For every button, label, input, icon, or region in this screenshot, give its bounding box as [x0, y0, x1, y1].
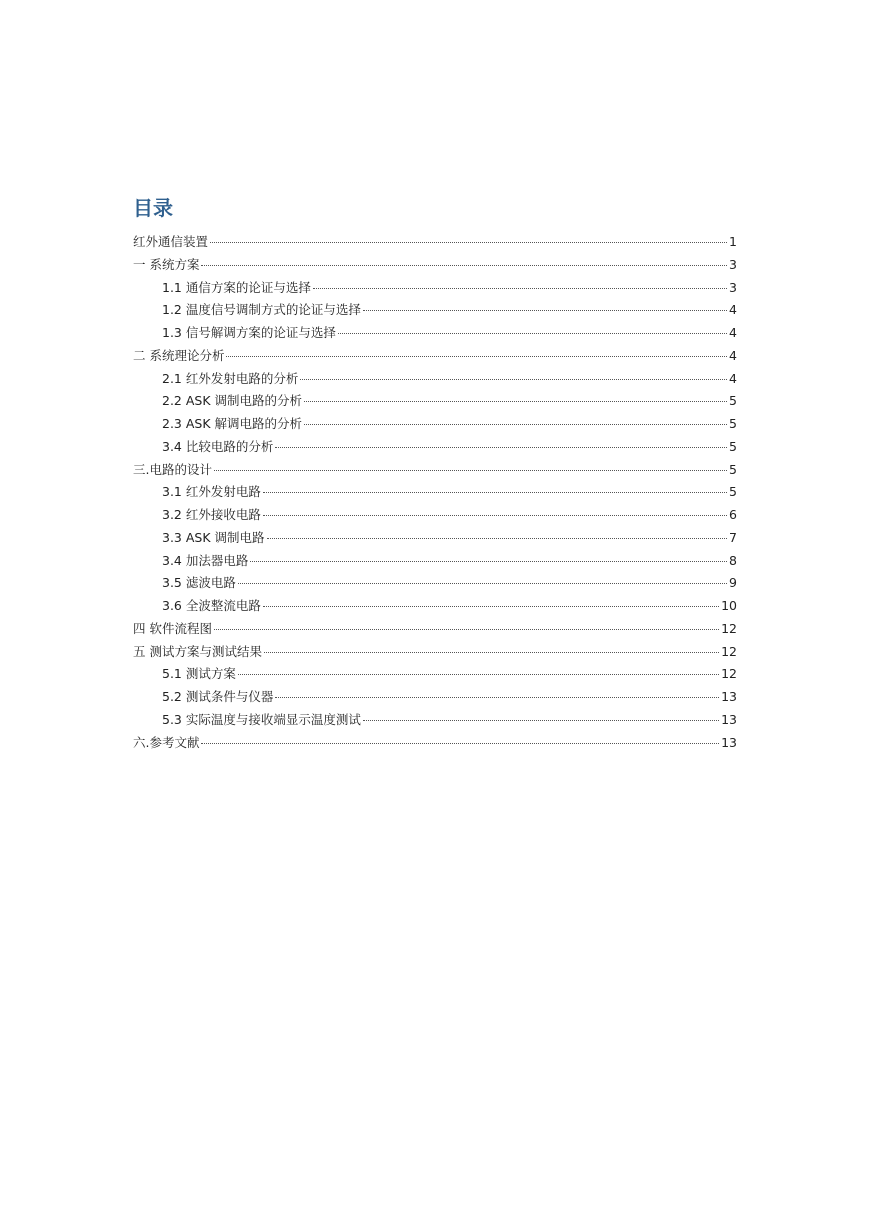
toc-dot-leader	[263, 606, 719, 607]
toc-entry-text: 1.1 通信方案的论证与选择	[162, 279, 311, 295]
toc-entry[interactable]	[133, 663, 737, 686]
toc-entry[interactable]	[133, 641, 737, 664]
toc-entry-text: 3.2 红外接收电路	[162, 507, 261, 522]
toc-dot-leader	[267, 538, 728, 539]
toc-entry[interactable]	[133, 345, 737, 368]
toc-entry-page: 3	[729, 256, 737, 272]
toc-dot-leader	[210, 242, 727, 243]
toc-entry-page: 4	[729, 370, 737, 386]
toc-entry-text: 3.4 比较电路的分析	[162, 438, 274, 454]
toc-entry-page: 12	[721, 666, 737, 682]
toc-dot-leader	[226, 356, 727, 357]
toc-entry[interactable]	[133, 550, 737, 573]
toc-entry[interactable]	[133, 686, 737, 709]
toc-entry[interactable]	[133, 572, 737, 595]
toc-entry-text: 5.2 测试条件与仪器	[162, 689, 274, 704]
toc-entry[interactable]	[133, 322, 737, 345]
toc-entry-page: 5	[729, 438, 737, 454]
toc-entry-text: 3.3 ASK 调制电路	[162, 529, 265, 545]
toc-entry[interactable]	[133, 413, 737, 436]
toc-entry-text: 3.4 加法器电路	[162, 552, 249, 568]
toc-dot-leader	[201, 265, 727, 266]
toc-entry-page: 9	[729, 575, 737, 591]
toc-entry-text: 2.2 ASK 调制电路的分析	[162, 393, 303, 409]
toc-dot-leader	[275, 447, 727, 448]
toc-entry[interactable]	[133, 595, 737, 618]
toc-entry-page: 10	[721, 598, 737, 613]
toc-entry-page: 12	[721, 643, 737, 659]
toc-entry-text: 2.3 ASK 解调电路的分析	[162, 416, 303, 431]
toc-entry-text: 5.3 实际温度与接收端显示温度测试	[162, 711, 361, 727]
toc-dot-leader	[264, 652, 719, 653]
toc-entry-page: 3	[729, 279, 737, 295]
toc-entry-page: 7	[729, 529, 737, 545]
toc-entry[interactable]	[133, 732, 737, 755]
toc-entry[interactable]	[133, 277, 737, 300]
toc-dot-leader	[214, 470, 727, 471]
toc-dot-leader	[300, 379, 727, 380]
toc-entry[interactable]	[133, 254, 737, 277]
toc-entry[interactable]	[133, 459, 737, 482]
toc-dot-leader	[304, 424, 727, 425]
toc-entry-page: 13	[721, 711, 737, 727]
toc-title: 目录	[133, 196, 173, 220]
toc-entry-page: 1	[729, 234, 737, 249]
toc-entry-text: 一 系统方案	[133, 256, 200, 272]
toc-entry-text: 1.2 温度信号调制方式的论证与选择	[162, 302, 361, 318]
toc-entry-text: 二 系统理论分析	[133, 347, 225, 363]
toc-entry-page: 5	[729, 416, 737, 431]
toc-entry-text: 3.6 全波整流电路	[162, 598, 261, 613]
toc-entry-text: 3.5 滤波电路	[162, 575, 236, 591]
toc-dot-leader	[238, 674, 719, 675]
toc-entry[interactable]	[133, 481, 737, 504]
toc-entry[interactable]	[133, 390, 737, 413]
toc-entry[interactable]	[133, 527, 737, 550]
toc-dot-leader	[214, 629, 719, 630]
toc-entry-page: 4	[729, 347, 737, 363]
toc-entry[interactable]	[133, 436, 737, 459]
toc-entry-text: 五 测试方案与测试结果	[133, 643, 262, 659]
toc-entry-text: 2.1 红外发射电路的分析	[162, 370, 299, 386]
toc-entry-text: 四 软件流程图	[133, 620, 212, 636]
toc-entry-page: 4	[729, 325, 737, 340]
toc-dot-leader	[363, 310, 727, 311]
toc-entry-page: 5	[729, 484, 737, 500]
toc-entry-text: 5.1 测试方案	[162, 666, 236, 682]
toc-dot-leader	[304, 401, 727, 402]
toc-dot-leader	[275, 697, 719, 698]
toc-entry-page: 12	[721, 620, 737, 636]
toc-entry-page: 13	[721, 689, 737, 704]
toc-entry-text: 3.1 红外发射电路	[162, 484, 261, 500]
toc-entry[interactable]	[133, 618, 737, 641]
toc-entry-page: 8	[729, 552, 737, 568]
toc-entry-page: 6	[729, 507, 737, 522]
toc-dot-leader	[238, 583, 727, 584]
toc-entry-text: 六.参考文献	[133, 734, 200, 750]
toc-entry[interactable]	[133, 231, 737, 254]
toc-entry-page: 5	[729, 461, 737, 477]
toc-dot-leader	[313, 288, 727, 289]
toc-entry-text: 1.3 信号解调方案的论证与选择	[162, 325, 336, 340]
toc-entry-text: 红外通信装置	[133, 234, 209, 249]
toc-dot-leader	[263, 492, 727, 493]
toc-entry-page: 13	[721, 734, 737, 750]
toc-dot-leader	[338, 333, 727, 334]
toc-entry[interactable]	[133, 504, 737, 527]
toc-entry-page: 4	[729, 302, 737, 318]
toc-dot-leader	[250, 561, 727, 562]
toc-dot-leader	[263, 515, 727, 516]
toc-dot-leader	[201, 743, 719, 744]
toc-list	[133, 231, 737, 754]
toc-entry-text: 三.电路的设计	[133, 461, 212, 477]
toc-entry[interactable]	[133, 709, 737, 732]
toc-entry-page: 5	[729, 393, 737, 409]
toc-dot-leader	[363, 720, 719, 721]
toc-entry[interactable]	[133, 368, 737, 391]
toc-entry[interactable]	[133, 299, 737, 322]
